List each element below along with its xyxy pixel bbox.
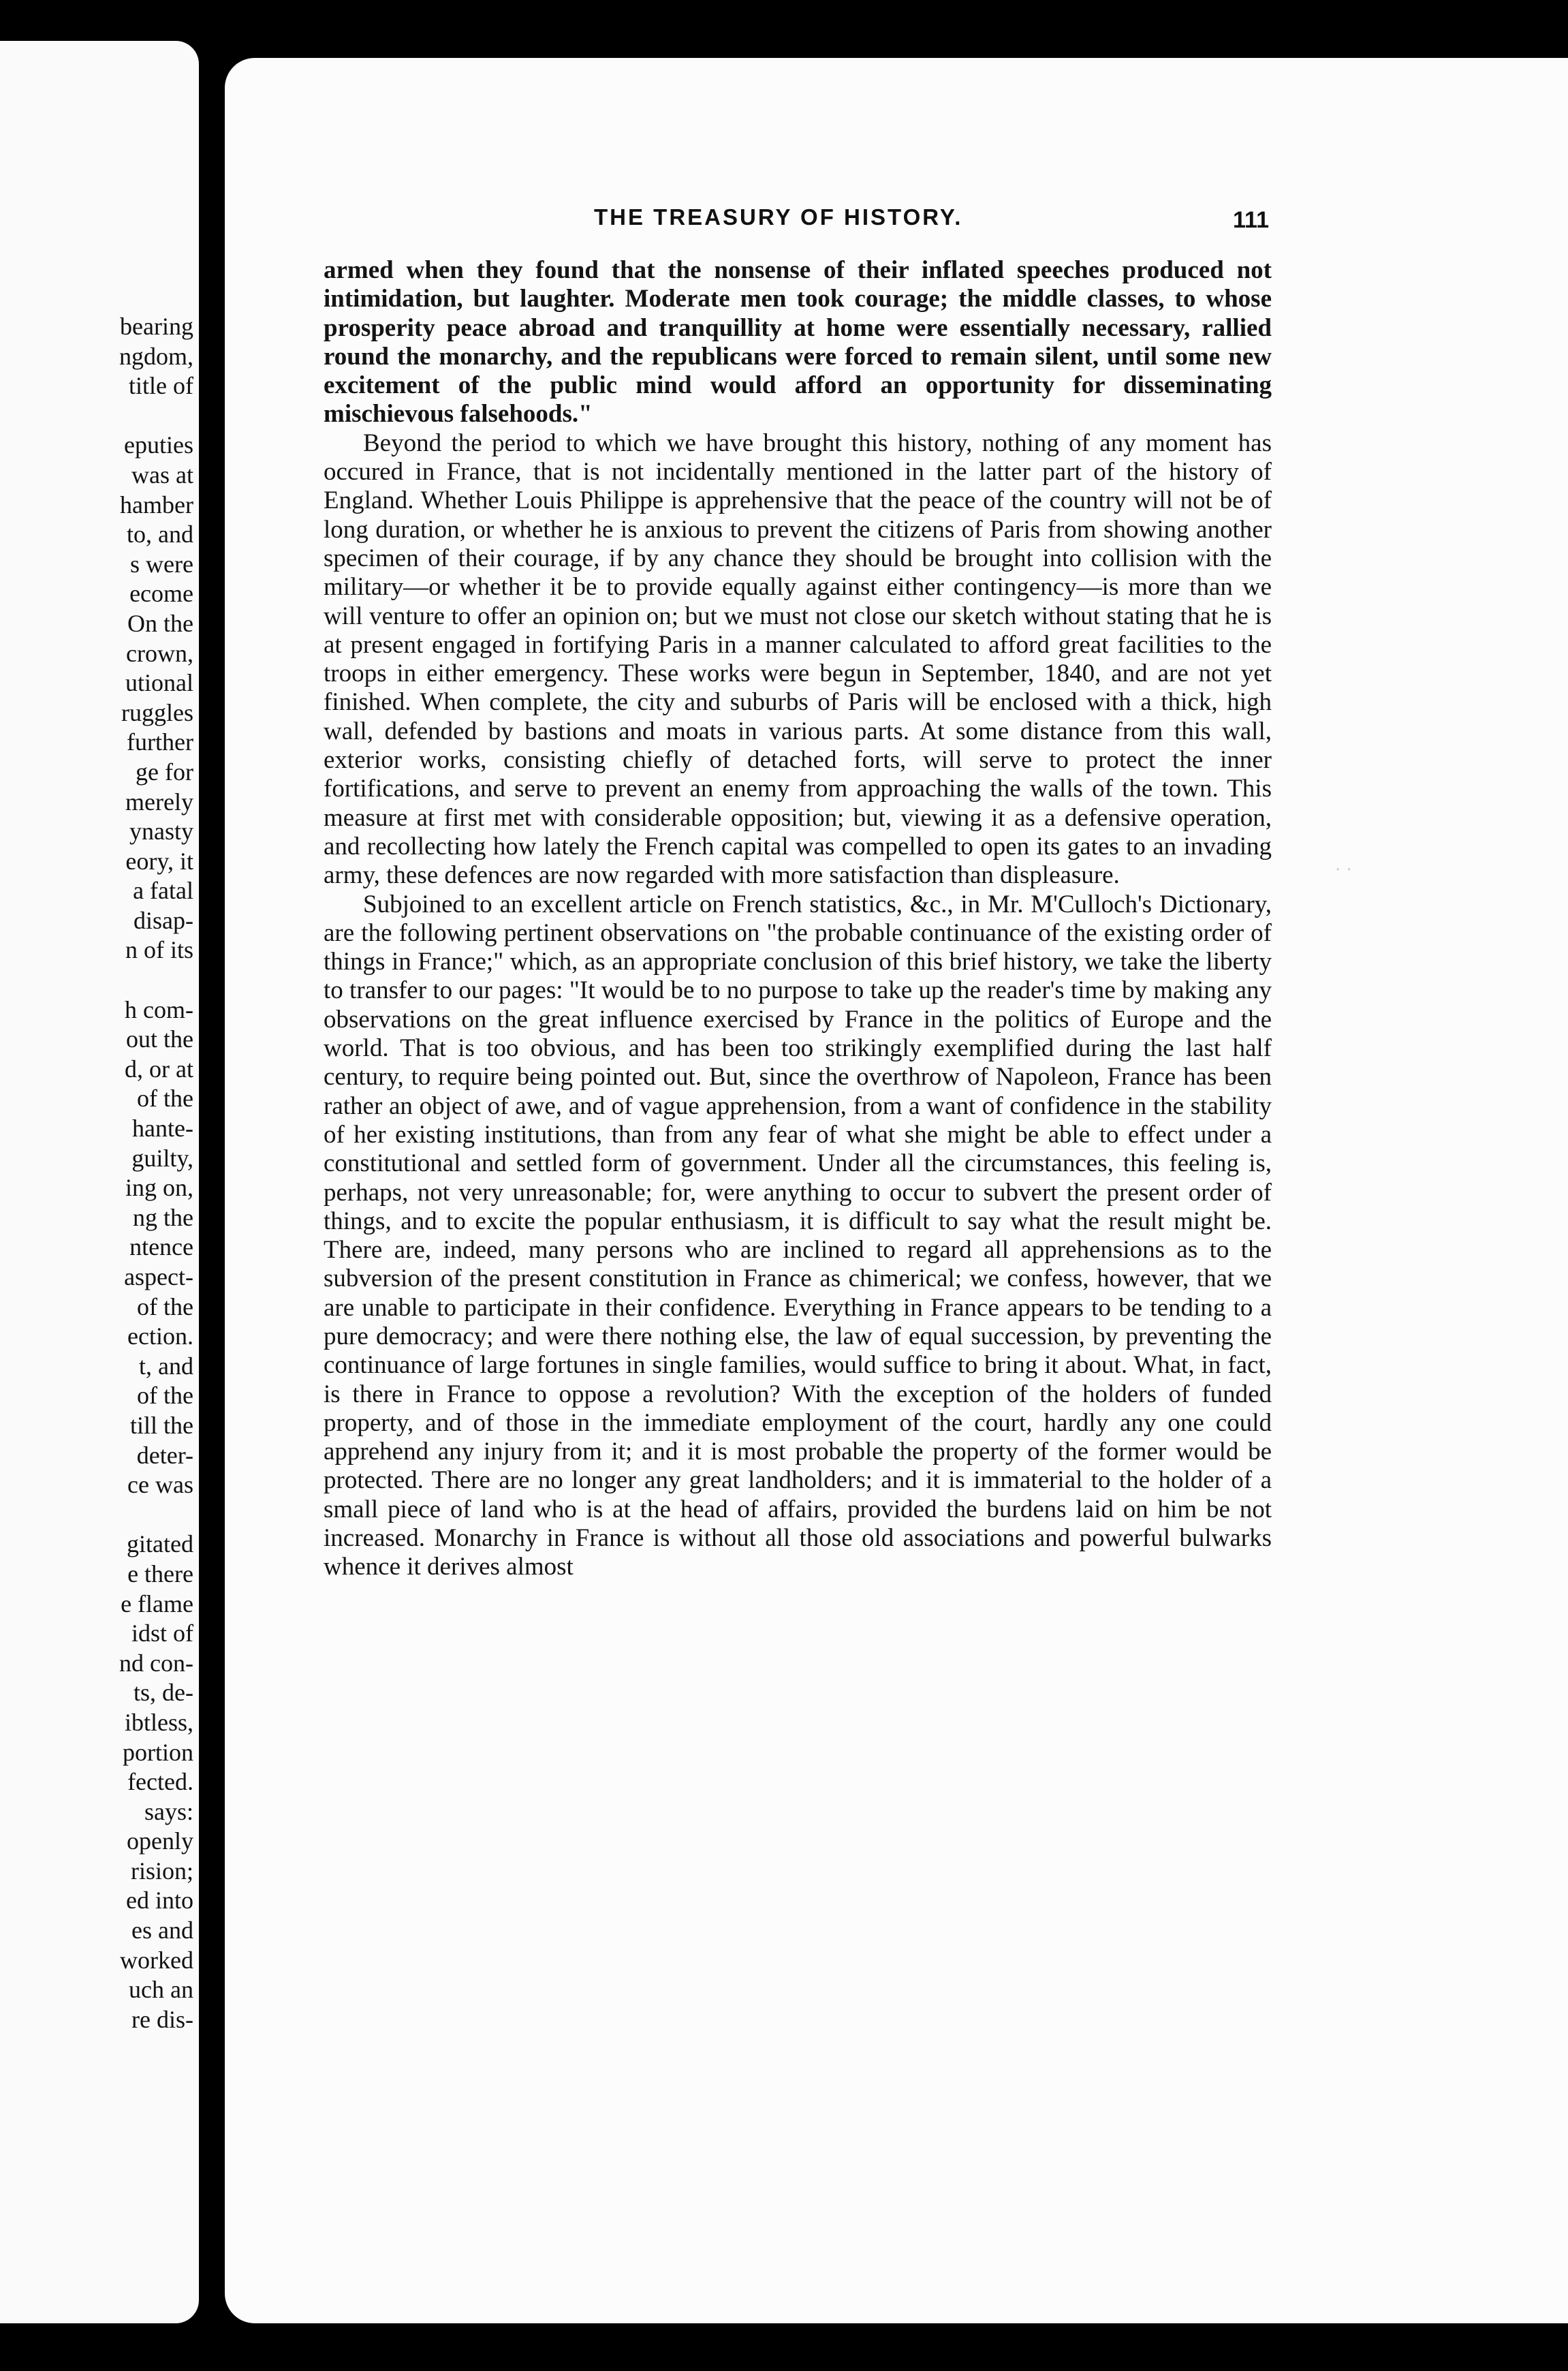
left-page-line: rision; xyxy=(130,1857,193,1885)
left-page-line: aspect- xyxy=(124,1263,193,1290)
left-page-line: of the xyxy=(137,1292,193,1320)
left-page-line: On the xyxy=(127,609,193,637)
left-page-line: disap- xyxy=(134,906,193,934)
left-page-line: uch an xyxy=(129,1976,193,2004)
running-title: THE TREASURY OF HISTORY. xyxy=(594,204,963,230)
left-page-line: openly xyxy=(127,1827,193,1855)
left-page-line: ed into xyxy=(126,1887,193,1915)
paragraph-fortification-of-paris: Beyond the period to which we have brought this history, nothing of any moment has occured in France, that is not incidentally mentioned in the latter part of the history of England. Whether Louis Philippe is apprehensive that the peace of the country will not be of long duration, or whether he is anxious to prevent the citizens of Paris from showing another specimen of their courage, if by any chance they should be brought into collision with the military—or whether it be to provide equally against either contingency—is more than we will venture to offer an opinion on; but we must not close our sketch without stating that he is at present engaged in fortifying Paris in a manner calculated to afford great facilities to the troops in either emergency. These works were begun in September, 1840, and are not yet finished. When complete, the city and suburbs of Paris will be enclosed with a thick, high wall, defended by bastions and moats in various parts. At some distance from this wall, exterior works, consisting chiefly of detached forts, will serve to protect the inner fortifications, and serve to prevent an enemy from approaching the walls of the town. This measure at first met with considerable opposition; but, viewing it as a defensive operation, and recollecting how lately the French capital was compelled to open its gates to an invading army, these defences are now regarded with more satisfaction than displeasure. xyxy=(324,429,1272,890)
left-page-line: n of its xyxy=(125,936,193,964)
left-page-line: idst of xyxy=(131,1620,193,1647)
left-page-line: ibtless, xyxy=(124,1708,193,1736)
left-page-line: ruggles xyxy=(121,698,193,726)
left-page-line: es and xyxy=(131,1917,193,1944)
left-page-line xyxy=(0,965,193,995)
left-page-edge xyxy=(0,41,199,2323)
left-page-line: eory, it xyxy=(125,847,193,875)
opening-quote-paragraph: armed when they found that the nonsense of their inflated speeches produced not intimidation, but laughter. Moderate men took courage; the middle classes, to whose prosperity peace abroad and tranquillity at home were essentially necessary, rallied round the monarchy, and the republicans were forced to remain silent, until some new excitement of the public mind would afford an opportunity for disseminating mischievous falsehoods." xyxy=(324,256,1272,429)
left-page-line: ngdom, xyxy=(119,342,193,370)
left-page-line: fected. xyxy=(127,1768,193,1796)
left-page-line: utional xyxy=(125,669,193,697)
left-page-line: crown, xyxy=(126,639,193,667)
left-page-line: ecome xyxy=(129,580,193,608)
left-page-line: a fatal xyxy=(133,877,193,905)
left-page-line: says: xyxy=(144,1797,193,1825)
left-page-line: of the xyxy=(137,1085,193,1113)
left-page-line: out the xyxy=(126,1025,193,1053)
left-page-line: ynasty xyxy=(129,818,193,846)
left-page-line: re dis- xyxy=(131,2005,193,2033)
left-page-line: ge for xyxy=(136,758,193,786)
left-page-line: ts, de- xyxy=(134,1679,193,1707)
left-page-line: ng the xyxy=(133,1203,193,1231)
left-page-line: worked xyxy=(120,1946,193,1974)
left-page-line: ing on, xyxy=(125,1174,193,1202)
left-page-line: further xyxy=(127,728,193,756)
left-page-line: e flame xyxy=(121,1590,193,1617)
left-page-line: guilty, xyxy=(131,1144,193,1172)
left-page-line: was at xyxy=(131,461,193,489)
left-page-line: to, and xyxy=(127,521,193,548)
left-page-line: ce was xyxy=(127,1471,193,1499)
left-page-line: portion xyxy=(123,1738,193,1766)
left-page-line: title of xyxy=(129,372,193,400)
left-page-line: t, and xyxy=(139,1352,193,1380)
left-page-line: s were xyxy=(130,550,193,578)
left-page-line: eputies xyxy=(124,431,193,459)
body-text xyxy=(324,256,1272,1582)
left-page-line: hante- xyxy=(132,1115,193,1143)
left-page-line: hamber xyxy=(120,491,193,518)
left-page-line xyxy=(0,401,193,431)
left-page-text-fragments xyxy=(0,312,193,2034)
left-page-line: d, or at xyxy=(125,1055,193,1083)
left-page-line: nd con- xyxy=(119,1649,193,1677)
page-header xyxy=(390,204,1343,245)
paragraph-mcculloch-observations: Subjoined to an excellent article on French statistics, &c., in Mr. M'Culloch's Dictionary, are the following pertinent observations on "the probable continuance of the existing order of things in France;" which, as an appropriate conclusion of this brief history, we take the liberty to transfer to our pages: "It would be to no purpose to take up the reader's time by making any observations on the great influence exercised by France in the politics of Europe and the world. That is too obvious, and has been too strikingly exemplified during the last half century, to require being pointed out. But, since the overthrow of Napoleon, France has been rather an object of awe, and of vague apprehension, from a want of confidence in the stability of her existing institutions, than from any fear of what she might be able to effect under a constitutional and settled form of government. Under all the circumstances, this feeling is, perhaps, not very unreasonable; for, were anything to occur to subvert the present order of things, and to excite the popular enthusiasm, it is difficult to say what the result might be. There are, indeed, many persons who are inclined to regard all apprehensions as to the subversion of the present constitution in France as chimerical; we confess, however, that we are unable to participate in their confidence. Everything in France appears to be tending to a pure democracy; and were there nothing else, the law of equal succession, by preventing the continuance of large fortunes in single families, would suffice to bring it about. What, in fact, is there in France to oppose a revolution? With the exception of the holders of funded property, and of those in the immediate employment of the court, hardly any one could apprehend any injury from it; and it is most probable the property of the former would be protected. There are no longer any great landholders; and it is immaterial to the holder of a small piece of land who is at the head of affairs, provided the burdens laid on him be not increased. Monarchy in France is without all those old associations and powerful bulwarks whence it derives almost xyxy=(324,890,1272,1581)
left-page-line: till the xyxy=(130,1411,193,1439)
left-page-line: e there xyxy=(127,1560,193,1587)
left-page-line: gitated xyxy=(127,1530,193,1558)
left-page-line: ntence xyxy=(129,1233,193,1261)
left-page-line: h com- xyxy=(125,995,193,1023)
left-page-line xyxy=(0,1500,193,1530)
page-number: 111 xyxy=(1233,207,1269,233)
left-page-line: ection. xyxy=(127,1322,193,1350)
left-page-line: merely xyxy=(125,788,193,816)
left-page-line: of the xyxy=(137,1382,193,1410)
left-page-line: deter- xyxy=(136,1441,193,1469)
margin-mark: · · xyxy=(1335,860,1352,880)
left-page-line: bearing xyxy=(120,313,193,340)
